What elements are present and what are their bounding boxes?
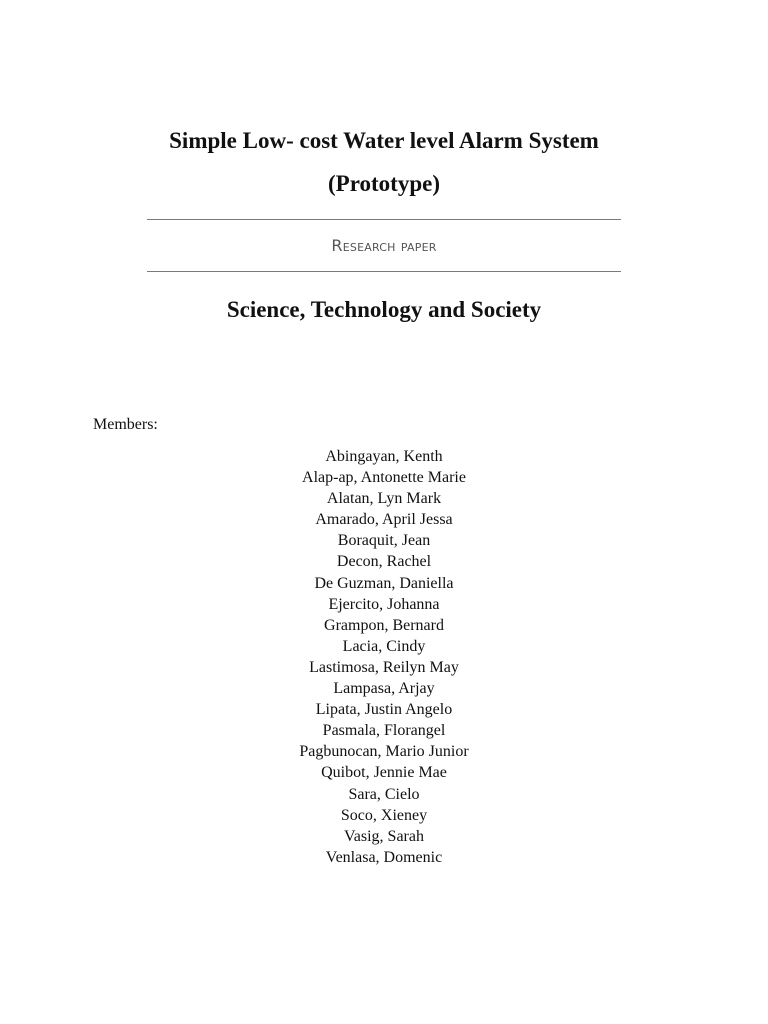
member-name: Decon, Rachel (336, 553, 432, 571)
course-title: Science, Technology and Society (226, 297, 542, 322)
title-line-2: (Prototype) (328, 171, 440, 196)
member-name: Soco, Xieney (340, 806, 428, 824)
member-name: Alap-ap, Antonette Marie (302, 469, 466, 487)
member-name: Pasmala, Florangel (322, 722, 446, 740)
bottom-divider (147, 271, 621, 272)
member-name: Ejercito, Johanna (328, 595, 440, 613)
top-divider (147, 219, 621, 220)
member-name: Lastimosa, Reilyn May (309, 658, 459, 676)
member-name: Lampasa, Arjay (333, 680, 435, 698)
member-name: Venlasa, Domenic (325, 848, 443, 866)
member-name: De Guzman, Daniella (314, 574, 454, 592)
member-name: Pagbunocan, Mario Junior (299, 743, 469, 761)
member-name: Lacia, Cindy (342, 637, 426, 655)
member-name: Vasig, Sarah (344, 827, 424, 845)
member-name: Abingayan, Kenth (325, 448, 443, 465)
members-list (0, 446, 768, 868)
member-name: Boraquit, Jean (337, 532, 431, 550)
member-name: Sara, Cielo (348, 785, 420, 803)
member-name: Lipata, Justin Angelo (315, 701, 453, 719)
members-label: Members: (93, 416, 158, 433)
document-subtitle: Research paper (331, 236, 437, 255)
member-name: Quibot, Jennie Mae (321, 764, 447, 782)
member-name: Alatan, Lyn Mark (326, 490, 442, 508)
member-name: Grampon, Bernard (324, 616, 444, 634)
member-name: Amarado, April Jessa (315, 511, 453, 529)
title-line-1: Simple Low- cost Water level Alarm System (169, 128, 599, 153)
